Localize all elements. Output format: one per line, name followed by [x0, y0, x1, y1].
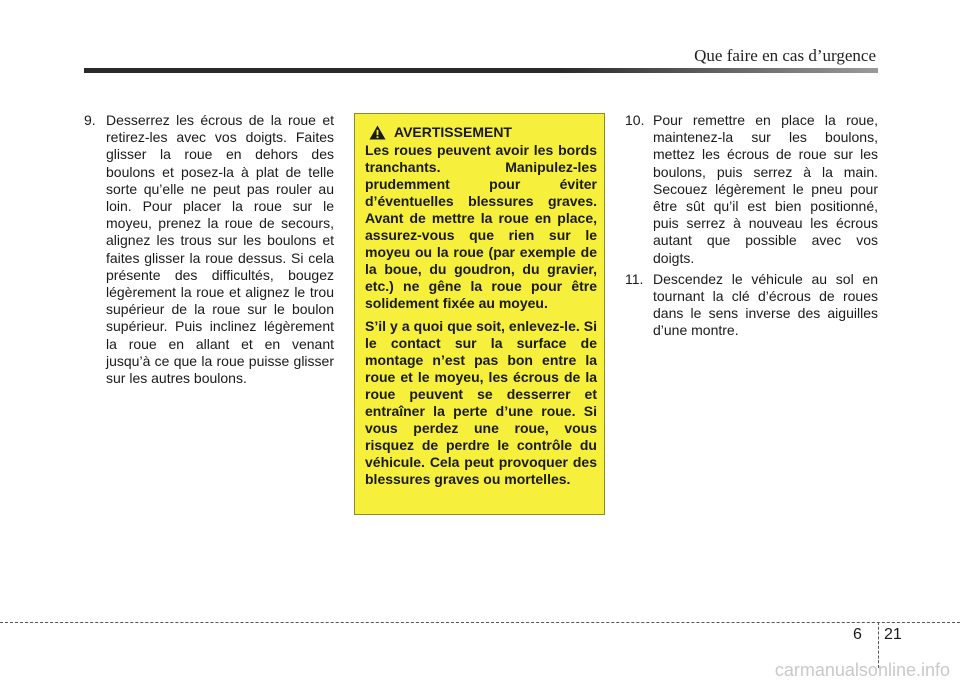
watermark: carmanualsonline.info [774, 660, 950, 680]
section-number: 6 [853, 626, 862, 643]
item-number: 9. [84, 112, 96, 128]
warning-triangle-icon [369, 125, 386, 140]
item-text: Pour remettre en place la roue, maintenez-la sur les boulons, mettez les écrous de roue sur les boulons, puis serrez à la main. Secouez légèrement le pneu pour être sût qu’il est bien positionné, puis serrez à nouveau les écrous autant que possible avec vos doigts. [653, 112, 878, 266]
item-text: Desserrez les écrous de la roue et retirez-les avec vos doigts. Faites glisser la roue en dehors des boulons et posez-la à plat de telle sorte qu’elle ne peut pas rouler au loin. Pour placer la roue sur le moyeu, prenez la roue de secours, alignez les trous sur les boulons et faites glisser la roue dessus. Si cela présente des difficultés, bougez légèrement la roue et alignez le trou supérieur de la roue sur le boulon supérieur. Puis inclinez légèrement la roue en allant et en venant jusqu’à ce que la roue puisse glisser sur les autres boulons. [106, 112, 334, 387]
list-item [625, 271, 878, 340]
item-number: 11. [625, 270, 644, 287]
footer-rule [0, 622, 960, 623]
list-item [84, 112, 334, 387]
warning-header [365, 124, 597, 141]
warning-paragraph: Les roues peuvent avoir les bords tranchants. Manipulez-les prudemment pour éviter d’éventuelles blessures graves. Avant de mettre la roue en place, assurez-vous que rien sur le moyeu ou la roue (par exemple de la boue, du goudron, du gravier, etc.) ne gêne la roue pour être solidement fixée au moyeu. [365, 142, 597, 311]
right-column [625, 112, 878, 344]
list-item [625, 112, 878, 267]
warning-paragraph: S’il y a quoi que soit, enlevez-le. Si le contact sur la surface de montage n’est pas bon entre la roue et le moyeu, les écrous de la roue peuvent se desserrer et entraîner la perte d’une roue. Si vous perdez une roue, vous risquez de perdre le contrôle du véhicule. Cela peut provoquer des blessures graves ou mortelles. [365, 318, 597, 487]
item-text: Descendez le véhicule au sol en tournant la clé d’écrous de roues dans le sens inverse des aiguilles d’une montre. [653, 270, 878, 339]
warning-title: AVERTISSEMENT [394, 124, 512, 140]
page-number: 21 [884, 626, 902, 643]
header-rule [84, 68, 878, 73]
item-number: 10. [625, 112, 645, 128]
left-column [84, 112, 334, 391]
warning-box [354, 113, 605, 515]
page-header-title: Que faire en cas d’urgence [694, 46, 876, 65]
